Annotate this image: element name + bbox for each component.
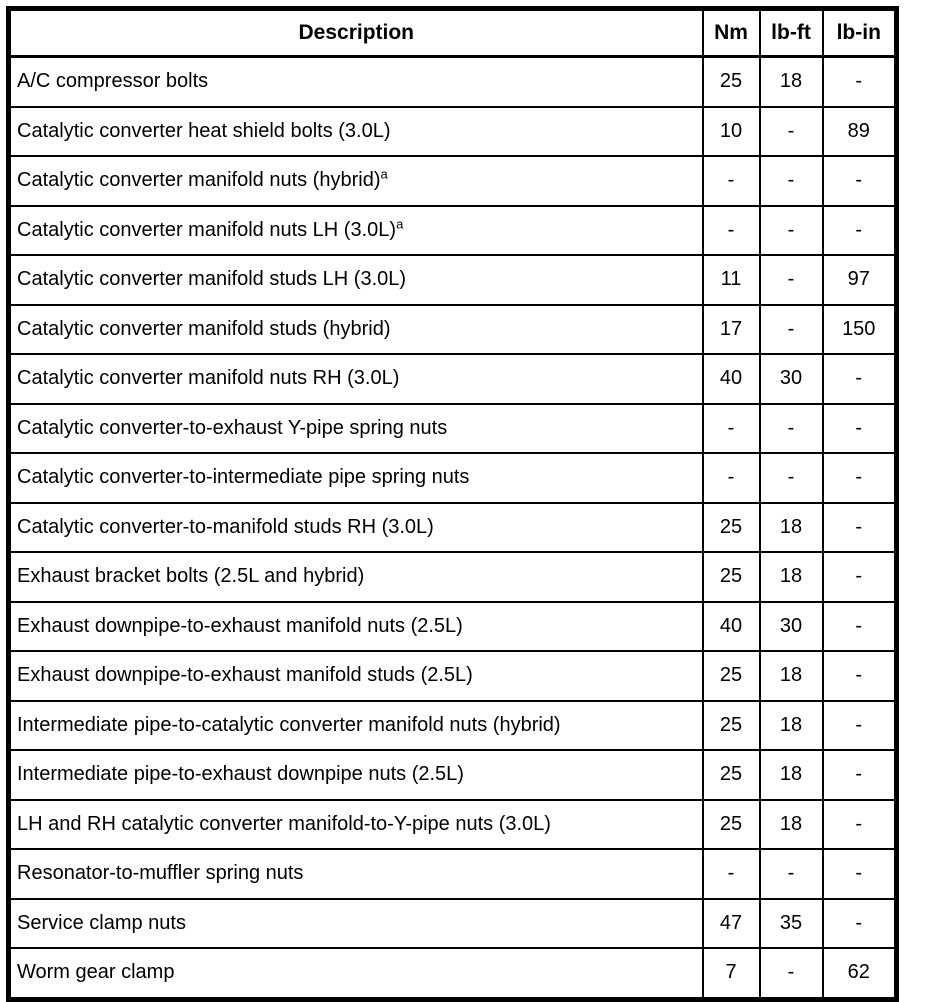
column-header-lbin: lb-in [823,9,897,57]
description-text: Worm gear clamp [17,961,175,984]
torque-spec-table-container [6,6,899,1002]
description-text: Catalytic converter manifold studs LH (3.0L) [17,268,407,291]
description-cell [9,503,703,553]
lbft-value-cell: 18 [760,552,823,602]
description-text: Service clamp nuts [17,911,186,934]
table-row [9,404,897,454]
nm-value-cell: 25 [703,701,760,751]
nm-value-cell: 11 [703,255,760,305]
description-text: A/C compressor bolts [17,70,209,93]
lbft-value-cell: - [760,453,823,503]
description-text: Intermediate pipe-to-exhaust downpipe nuts (2.5L) [17,763,464,786]
lbin-value-cell: - [823,849,897,899]
table-row [9,948,897,999]
lbft-value-cell: - [760,948,823,999]
table-row [9,552,897,602]
lbin-value-cell: 150 [823,305,897,355]
lbft-value-cell: 18 [760,701,823,751]
description-text: Exhaust downpipe-to-exhaust manifold studs (2.5L) [17,664,473,687]
description-text: Intermediate pipe-to-catalytic converter manifold nuts (hybrid) [17,713,561,736]
nm-value-cell: 25 [703,651,760,701]
column-header-description: Description [9,9,703,57]
lbin-value-cell: - [823,354,897,404]
nm-value-cell: 40 [703,354,760,404]
lbft-value-cell: 18 [760,57,823,107]
lbft-value-cell: - [760,849,823,899]
lbin-value-cell: - [823,750,897,800]
description-text: Catalytic converter manifold nuts RH (3.0L) [17,367,400,390]
column-header-nm: Nm [703,9,760,57]
lbin-value-cell: - [823,602,897,652]
nm-value-cell: - [703,849,760,899]
table-row [9,800,897,850]
description-cell [9,57,703,107]
description-cell [9,354,703,404]
nm-value-cell: - [703,404,760,454]
lbin-value-cell: - [823,800,897,850]
description-cell [9,305,703,355]
nm-value-cell: 47 [703,899,760,949]
lbft-value-cell: - [760,255,823,305]
description-cell [9,750,703,800]
nm-value-cell: 7 [703,948,760,999]
description-text: Catalytic converter-to-exhaust Y-pipe spring nuts [17,416,448,439]
nm-value-cell: 10 [703,107,760,157]
lbin-value-cell: 89 [823,107,897,157]
nm-value-cell: 40 [703,602,760,652]
nm-value-cell: - [703,453,760,503]
lbft-value-cell: 18 [760,800,823,850]
table-row [9,206,897,256]
lbft-value-cell: - [760,404,823,454]
lbft-value-cell: 18 [760,503,823,553]
lbin-value-cell: - [823,701,897,751]
description-text: Resonator-to-muffler spring nuts [17,862,304,885]
torque-spec-table [6,6,899,1002]
description-text: Catalytic converter heat shield bolts (3.0L) [17,119,391,142]
nm-value-cell: 17 [703,305,760,355]
description-cell [9,107,703,157]
lbft-value-cell: 18 [760,651,823,701]
table-row [9,651,897,701]
lbin-value-cell: - [823,552,897,602]
lbft-value-cell: 30 [760,602,823,652]
table-row [9,849,897,899]
table-row [9,453,897,503]
lbin-value-cell: - [823,156,897,206]
description-text: Catalytic converter manifold studs (hybrid) [17,317,391,340]
description-cell [9,602,703,652]
table-row [9,701,897,751]
table-row [9,602,897,652]
description-cell [9,701,703,751]
description-cell [9,404,703,454]
lbft-value-cell: 18 [760,750,823,800]
table-row [9,354,897,404]
lbin-value-cell: 62 [823,948,897,999]
description-text: Catalytic converter-to-intermediate pipe spring nuts [17,466,470,489]
table-row [9,503,897,553]
header-row [9,9,897,57]
description-cell [9,156,703,206]
description-text: Catalytic converter manifold nuts LH (3.0L) [17,218,397,241]
lbin-value-cell: - [823,651,897,701]
description-cell [9,255,703,305]
lbin-value-cell: - [823,206,897,256]
lbin-value-cell: - [823,453,897,503]
table-body [9,57,897,1000]
table-row [9,57,897,107]
column-header-lbft: lb-ft [760,9,823,57]
lbin-value-cell: - [823,503,897,553]
lbft-value-cell: 35 [760,899,823,949]
lbft-value-cell: - [760,107,823,157]
lbin-value-cell: 97 [823,255,897,305]
table-row [9,899,897,949]
description-text: Exhaust bracket bolts (2.5L and hybrid) [17,565,365,588]
nm-value-cell: 25 [703,57,760,107]
description-cell [9,899,703,949]
description-text: Catalytic converter manifold nuts (hybrid) [17,169,381,192]
footnote-marker: a [380,166,388,182]
description-cell [9,651,703,701]
lbin-value-cell: - [823,899,897,949]
table-row [9,255,897,305]
description-text: LH and RH catalytic converter manifold-to-Y-pipe nuts (3.0L) [17,812,551,835]
table-row [9,156,897,206]
nm-value-cell: 25 [703,750,760,800]
description-cell [9,552,703,602]
lbft-value-cell: 30 [760,354,823,404]
lbft-value-cell: - [760,305,823,355]
lbin-value-cell: - [823,57,897,107]
description-cell [9,206,703,256]
description-cell [9,948,703,999]
lbin-value-cell: - [823,404,897,454]
nm-value-cell: - [703,206,760,256]
table-row [9,107,897,157]
nm-value-cell: 25 [703,552,760,602]
lbft-value-cell: - [760,206,823,256]
table-row [9,305,897,355]
description-cell [9,453,703,503]
table-row [9,750,897,800]
nm-value-cell: 25 [703,800,760,850]
description-text: Exhaust downpipe-to-exhaust manifold nuts (2.5L) [17,614,463,637]
nm-value-cell: 25 [703,503,760,553]
lbft-value-cell: - [760,156,823,206]
description-text: Catalytic converter-to-manifold studs RH (3.0L) [17,515,434,538]
description-cell [9,849,703,899]
description-cell [9,800,703,850]
footnote-marker: a [396,216,404,232]
nm-value-cell: - [703,156,760,206]
